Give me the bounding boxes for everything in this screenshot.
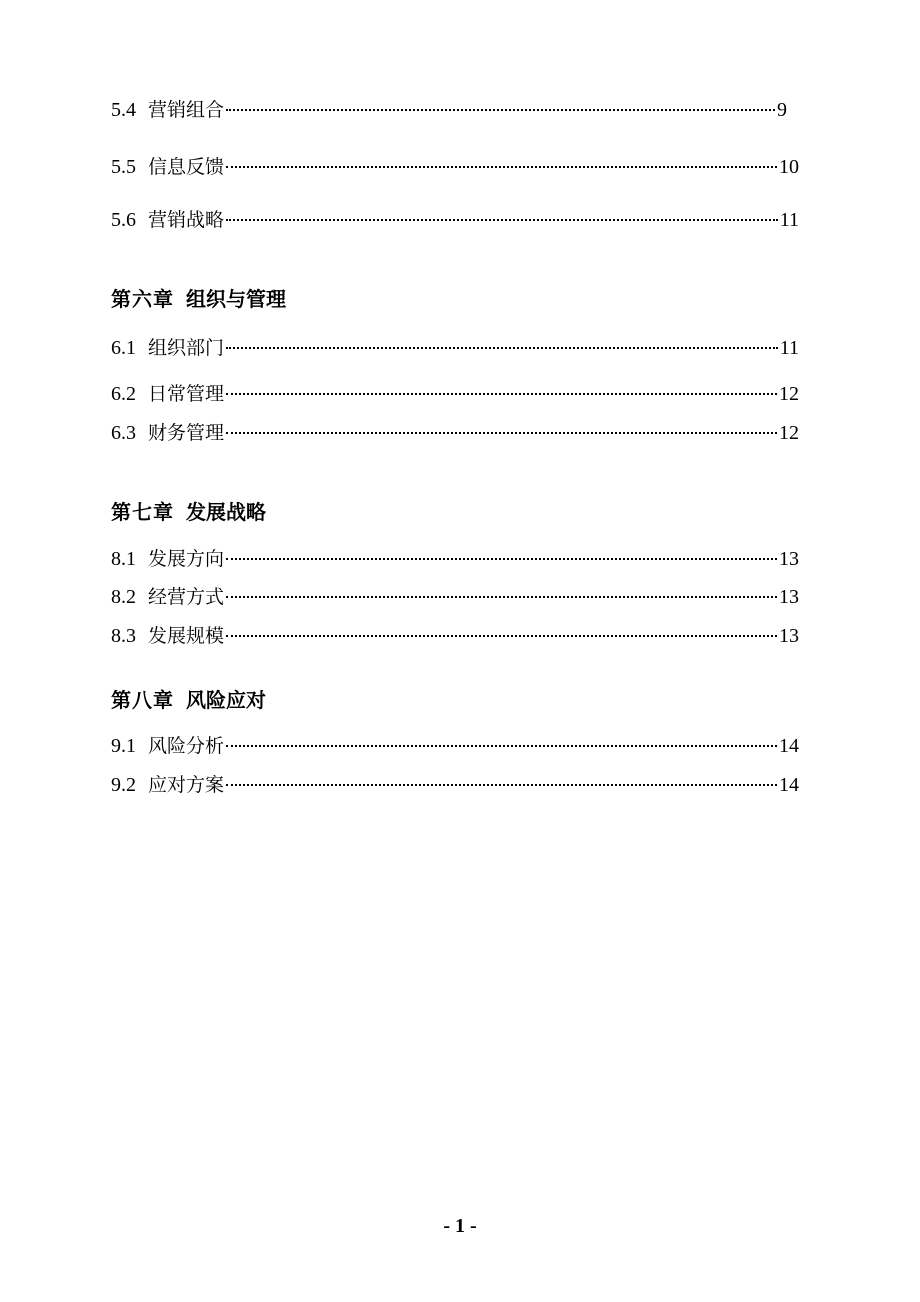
toc-entry-number: 6.3 xyxy=(111,422,136,444)
toc-entry-title: 信息反馈 xyxy=(148,156,225,178)
toc-entry-number: 6.1 xyxy=(111,337,136,359)
toc-entry-number: 8.2 xyxy=(111,586,136,608)
toc-entry-number: 9.2 xyxy=(111,774,136,796)
chapter-title: 发展战略 xyxy=(186,500,266,524)
toc-dot-leader xyxy=(226,166,777,168)
toc-entry-6-2[interactable] xyxy=(111,380,799,408)
chapter-7-heading[interactable] xyxy=(111,498,266,526)
toc-dot-leader xyxy=(226,393,777,395)
toc-entry-title: 营销战略 xyxy=(148,209,225,231)
toc-entry-title: 组织部门 xyxy=(148,337,225,359)
toc-dot-leader xyxy=(226,347,778,349)
toc-entry-9-1[interactable] xyxy=(111,732,799,760)
toc-entry-5-6[interactable] xyxy=(111,206,799,234)
chapter-label: 第七章 xyxy=(111,500,174,524)
toc-entry-page: 14 xyxy=(779,735,799,757)
page-number: - 1 - xyxy=(443,1215,477,1237)
toc-entry-8-1[interactable] xyxy=(111,545,799,573)
toc-dot-leader xyxy=(226,596,777,598)
toc-entry-page: 13 xyxy=(779,586,799,608)
toc-entry-6-1[interactable] xyxy=(111,334,799,362)
toc-entry-title: 日常管理 xyxy=(148,383,225,405)
chapter-label: 第六章 xyxy=(111,287,174,311)
toc-dot-leader xyxy=(226,784,777,786)
toc-entry-title: 发展方向 xyxy=(148,548,225,570)
chapter-6-heading[interactable] xyxy=(111,285,286,313)
toc-dot-leader xyxy=(226,558,777,560)
toc-entry-page: 10 xyxy=(779,156,799,178)
toc-entry-5-4[interactable] xyxy=(111,96,799,124)
toc-entry-title: 经营方式 xyxy=(148,586,225,608)
toc-entry-page: 14 xyxy=(779,774,799,796)
toc-entry-number: 5.6 xyxy=(111,209,136,231)
toc-entry-6-3[interactable] xyxy=(111,419,799,447)
toc-dot-leader xyxy=(226,635,777,637)
toc-entry-number: 6.2 xyxy=(111,383,136,405)
toc-entry-page: 11 xyxy=(779,209,799,231)
toc-entry-title: 营销组合 xyxy=(148,99,225,121)
toc-entry-page: 12 xyxy=(779,422,799,444)
toc-entry-5-5[interactable] xyxy=(111,153,799,181)
toc-entry-title: 发展规模 xyxy=(148,625,225,647)
chapter-8-heading[interactable] xyxy=(111,686,266,714)
toc-dot-leader xyxy=(226,745,777,747)
toc-entry-page: 11 xyxy=(779,337,799,359)
toc-entry-page: 12 xyxy=(779,383,799,405)
toc-dot-leader xyxy=(226,432,777,434)
chapter-title: 风险应对 xyxy=(186,688,266,712)
toc-entry-number: 5.4 xyxy=(111,99,136,121)
toc-entry-title: 风险分析 xyxy=(148,735,225,757)
toc-entry-title: 应对方案 xyxy=(148,774,225,796)
toc-entry-8-2[interactable] xyxy=(111,583,799,611)
toc-dot-leader xyxy=(226,219,778,221)
toc-entry-page: 13 xyxy=(779,548,799,570)
toc-entry-number: 9.1 xyxy=(111,735,136,757)
toc-entry-8-3[interactable] xyxy=(111,622,799,650)
toc-entry-number: 8.1 xyxy=(111,548,136,570)
toc-entry-number: 5.5 xyxy=(111,156,136,178)
toc-entry-page: 9 xyxy=(777,99,787,121)
toc-entry-number: 8.3 xyxy=(111,625,136,647)
toc-dot-leader xyxy=(226,109,775,111)
toc-entry-page: 13 xyxy=(779,625,799,647)
chapter-label: 第八章 xyxy=(111,688,174,712)
toc-entry-9-2[interactable] xyxy=(111,771,799,799)
toc-entry-title: 财务管理 xyxy=(148,422,225,444)
chapter-title: 组织与管理 xyxy=(186,287,286,311)
